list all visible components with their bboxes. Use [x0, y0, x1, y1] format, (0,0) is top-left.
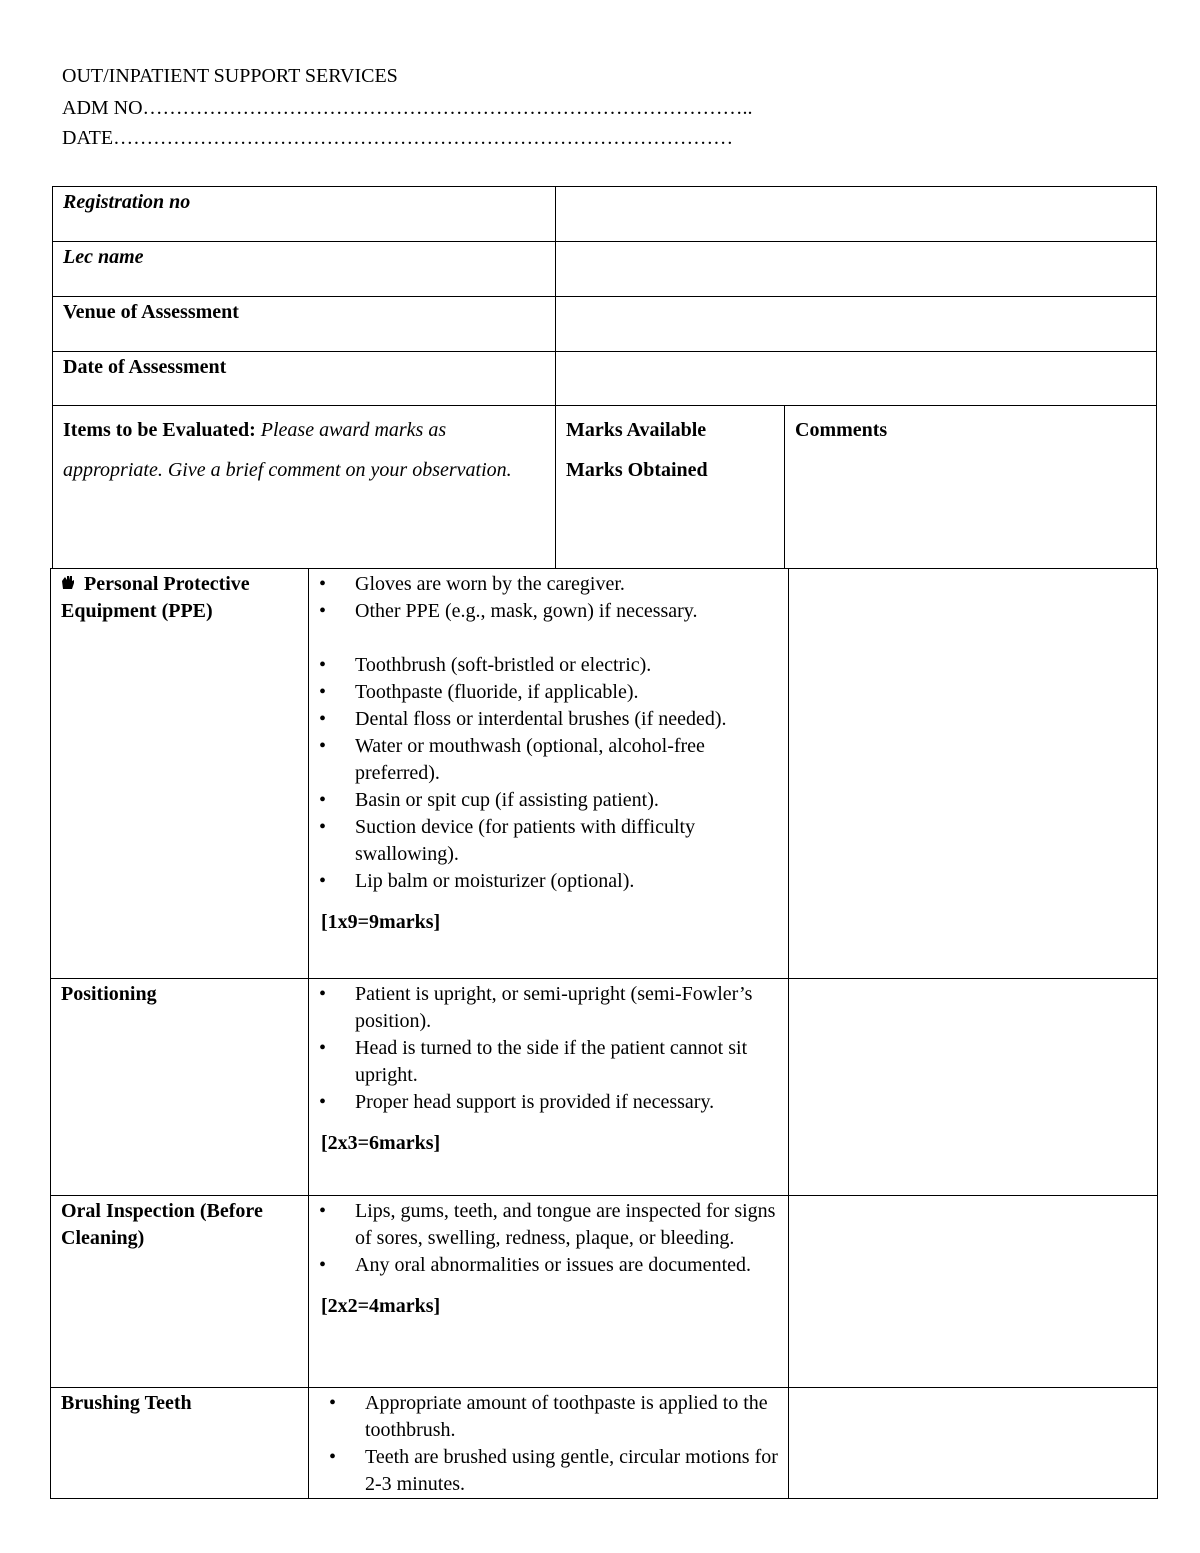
lec-name-label: Lec name	[53, 242, 556, 297]
adm-no-field[interactable]: ADM NO………………………………………………………………………………..	[62, 97, 753, 119]
ppe-title: Personal Protective Equipment (PPE)	[61, 573, 250, 622]
oral-inspection-items-cell	[309, 1196, 789, 1388]
venue-label: Venue of Assessment	[53, 297, 556, 352]
ppe-comments-cell[interactable]	[789, 569, 1158, 979]
bullet-icon: •	[319, 870, 327, 892]
positioning-items-cell	[309, 979, 789, 1196]
bullet-icon: •	[319, 816, 327, 838]
bullet-icon: •	[319, 735, 327, 757]
brushing-teeth-title: Brushing Teeth	[51, 1388, 309, 1499]
list-item: • Proper head support is provided if necessary.	[317, 1089, 788, 1116]
oral-inspection-comments-cell[interactable]	[789, 1196, 1158, 1388]
assessment-info-table	[52, 186, 1157, 569]
positioning-title: Positioning	[51, 979, 309, 1196]
registration-no-label: Registration no	[53, 187, 556, 242]
hand-icon	[61, 571, 79, 598]
items-evaluated-instruction: Please award marks as appropriate. Give a brief comment on your observation.	[63, 419, 512, 481]
positioning-list	[317, 981, 788, 1116]
registration-no-value[interactable]	[556, 187, 1157, 242]
items-evaluated-label: Items to be Evaluated:	[63, 419, 256, 441]
form-title: OUT/INPATIENT SUPPORT SERVICES	[62, 65, 398, 87]
marks-available-label: Marks Available	[566, 419, 707, 441]
bullet-icon: •	[319, 600, 327, 622]
positioning-marks: [2x3=6marks]	[321, 1132, 441, 1154]
table-row	[51, 569, 1158, 979]
table-row	[51, 979, 1158, 1196]
ppe-list-b	[317, 652, 788, 895]
ppe-marks: [1x9=9marks]	[321, 911, 441, 933]
list-item: • Toothpaste (fluoride, if applicable).	[317, 679, 788, 706]
marks-obtained-label: Marks Obtained	[566, 459, 708, 481]
bullet-icon: •	[319, 1254, 327, 1276]
list-item: • Water or mouthwash (optional, alcohol-free preferred).	[319, 735, 705, 784]
bullet-icon: •	[319, 789, 327, 811]
brushing-teeth-list	[327, 1390, 788, 1498]
list-item: • Patient is upright, or semi-upright (semi-Fowler’s position).	[319, 983, 753, 1032]
oral-inspection-marks: [2x2=4marks]	[321, 1295, 441, 1317]
list-item: • Other PPE (e.g., mask, gown) if necessary.	[317, 598, 788, 625]
bullet-icon: •	[319, 654, 327, 676]
list-item: • Appropriate amount of toothpaste is applied to the toothbrush.	[329, 1392, 768, 1441]
comments-header-cell	[785, 406, 1157, 569]
bullet-icon: •	[319, 1037, 327, 1059]
ppe-list-a	[317, 571, 788, 625]
venue-value[interactable]	[556, 297, 1157, 352]
oral-inspection-title: Oral Inspection (Before Cleaning)	[51, 1196, 309, 1388]
list-item: • Gloves are worn by the caregiver.	[317, 571, 788, 598]
oral-inspection-list	[317, 1198, 788, 1279]
table-row	[51, 1388, 1158, 1499]
date-of-assessment-label: Date of Assessment	[53, 352, 556, 406]
bullet-icon: •	[319, 1200, 327, 1222]
list-item: • Head is turned to the side if the patient cannot sit upright.	[319, 1037, 748, 1086]
date-of-assessment-value[interactable]	[556, 352, 1157, 406]
positioning-comments-cell[interactable]	[789, 979, 1158, 1196]
bullet-icon: •	[319, 573, 327, 595]
list-item: • Basin or spit cup (if assisting patient).	[317, 787, 788, 814]
bullet-icon: •	[319, 708, 327, 730]
evaluation-table	[50, 568, 1158, 1499]
marks-header-cell	[556, 406, 785, 569]
items-evaluated-cell	[53, 406, 556, 569]
bullet-icon: •	[329, 1446, 337, 1468]
lec-name-value[interactable]	[556, 242, 1157, 297]
brushing-teeth-items-cell	[309, 1388, 789, 1499]
ppe-category-cell	[51, 569, 309, 979]
list-item: • Toothbrush (soft-bristled or electric).	[317, 652, 788, 679]
bullet-icon: •	[319, 1091, 327, 1113]
brushing-teeth-comments-cell[interactable]	[789, 1388, 1158, 1499]
ppe-items-cell	[309, 569, 789, 979]
list-item: • Lips, gums, teeth, and tongue are inspected for signs of sores, swelling, redness, plaque, or bleeding.	[319, 1200, 776, 1249]
bullet-icon: •	[319, 983, 327, 1005]
bullet-icon: •	[319, 681, 327, 703]
list-item: • Teeth are brushed using gentle, circular motions for 2-3 minutes.	[329, 1446, 778, 1495]
date-field[interactable]: DATE…………………………………………………………………………………	[62, 127, 734, 149]
table-row	[51, 1196, 1158, 1388]
list-item: • Suction device (for patients with difficulty swallowing).	[319, 816, 696, 865]
comments-label: Comments	[795, 419, 888, 441]
list-item: • Dental floss or interdental brushes (if needed).	[317, 706, 788, 733]
bullet-icon: •	[329, 1392, 337, 1414]
list-item: • Any oral abnormalities or issues are documented.	[317, 1252, 788, 1279]
list-item: • Lip balm or moisturizer (optional).	[317, 868, 788, 895]
